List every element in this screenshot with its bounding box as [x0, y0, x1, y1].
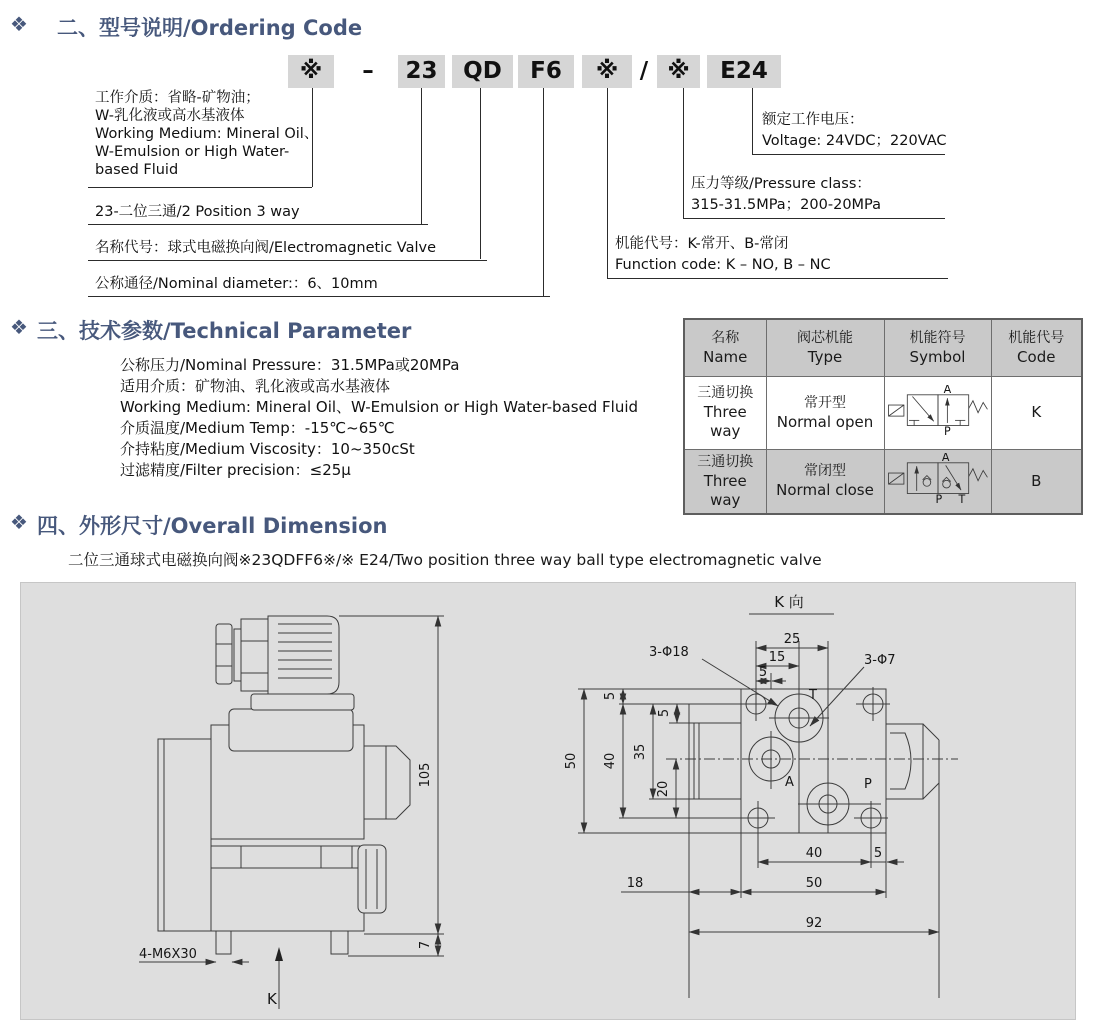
- cell-type: [766, 376, 884, 449]
- param-line: 介质温度/Medium Temp：-15℃~65℃: [120, 419, 395, 437]
- param-line: 适用介质：矿物油、乳化液或高水基液体: [120, 377, 391, 395]
- symbol-normal-open: [888, 385, 987, 437]
- header-label: 机能代号: [1008, 329, 1065, 346]
- table-row-normal-open: [684, 376, 1082, 449]
- cell-text: 三通切换: [697, 453, 754, 470]
- annotation-line: 压力等级/Pressure class：: [691, 176, 871, 192]
- symbol-normal-close: [888, 453, 987, 505]
- dim-40-bottom-label: 40: [805, 846, 823, 861]
- header-label: Code: [1017, 347, 1056, 366]
- header-type: [766, 319, 884, 376]
- cell-type: [766, 449, 884, 514]
- annotation-voltage: [752, 110, 945, 155]
- section2-title: 二、型号说明/Ordering Code: [57, 16, 363, 40]
- port-a-label: A: [785, 775, 794, 790]
- annotation-line: Function code: K – NO, B – NC: [615, 257, 831, 273]
- dim-5-bottom-label: 5: [873, 846, 883, 861]
- cell-text: 常闭型: [804, 463, 846, 480]
- param-line: 过滤精度/Filter precision：≤25μ: [120, 461, 351, 479]
- side-plug: [886, 724, 939, 998]
- port-a-label: A: [941, 453, 949, 465]
- header-label: 名称: [711, 329, 740, 346]
- param-line: 公称压力/Nominal Pressure：31.5MPa或20MPa: [120, 356, 460, 374]
- bolt-spec-label: 4-M6X30: [139, 947, 197, 962]
- k-view-label: K 向: [774, 593, 804, 611]
- annotation-line: based Fluid: [95, 162, 179, 178]
- code-box-23: 23: [398, 55, 445, 88]
- annotation-line: 机能代号：K-常开、B-常闭: [615, 236, 789, 252]
- annotation-diameter: 公称通径/Nominal diameter:：6、10mm: [88, 272, 550, 297]
- cell-text: 三通切换: [697, 385, 754, 401]
- underline: [88, 187, 312, 188]
- dim-105-label: 105: [418, 762, 433, 788]
- leader-line: [543, 88, 544, 296]
- dim-5-left-label: 5: [603, 691, 618, 701]
- port-t-label: T: [809, 688, 817, 703]
- table-header-row: [684, 319, 1082, 376]
- dim-50-left-label: 50: [564, 752, 579, 770]
- diamond-icon: ❖: [10, 12, 28, 36]
- cell-text: Normal open: [776, 412, 874, 431]
- code-box-e24: E24: [707, 55, 781, 88]
- dim-7-label: 7: [418, 940, 433, 950]
- header-label: 机能符号: [909, 329, 966, 346]
- code-dash: –: [362, 58, 374, 84]
- dim-50-bottom-label: 50: [805, 876, 823, 891]
- cell-text: 常开型: [804, 394, 846, 411]
- dimension-drawing-panel: [20, 582, 1076, 1020]
- code-box-f6: F6: [518, 55, 574, 88]
- cell-text: way: [710, 490, 741, 509]
- code-box-function: ※: [582, 55, 632, 88]
- param-line: Working Medium: Mineral Oil、W-Emulsion or High Water-based Fluid: [120, 398, 639, 416]
- annotation-line: Voltage: 24VDC；220VAC: [762, 133, 947, 149]
- port-p-label: P: [864, 777, 872, 792]
- header-label: Symbol: [909, 347, 966, 366]
- dim-5-inner-label: 5: [657, 708, 672, 718]
- holes-large-label: 3-Φ18: [649, 645, 689, 660]
- dim-92-label: 92: [805, 916, 823, 931]
- table-row-normal-close: [684, 449, 1082, 514]
- port-a-label: A: [943, 384, 951, 396]
- cell-text: Three: [703, 471, 747, 490]
- param-line: 介持粘度/Medium Viscosity：10~350cSt: [120, 440, 415, 458]
- function-table: [683, 318, 1083, 515]
- section3-heading: [10, 315, 28, 339]
- cell-text: Three: [703, 403, 747, 421]
- section4-heading: [10, 510, 28, 534]
- header-name: [684, 319, 766, 376]
- code-box-medium: ※: [288, 55, 334, 88]
- view-arrow-icon: [275, 947, 283, 961]
- header-code: [991, 319, 1082, 376]
- section3-title: 三、技术参数/Technical Parameter: [37, 319, 412, 343]
- annotation-line: 315-31.5MPa；200-20MPa: [691, 197, 882, 213]
- port-p-label: P: [943, 424, 951, 437]
- section2-heading: [10, 12, 28, 36]
- diamond-icon: ❖: [10, 315, 28, 339]
- annotation-position: 23-二位三通/2 Position 3 way: [88, 200, 428, 225]
- header-label: 阀芯机能: [797, 329, 853, 346]
- dim-5-top-label: 5: [758, 665, 768, 680]
- port-a-hole: [749, 731, 794, 790]
- annotation-working-medium: [95, 89, 318, 179]
- header-label: Type: [807, 347, 843, 366]
- annotation-pressure-class: [683, 174, 945, 219]
- annotation-line: 工作介质：省略-矿物油；: [95, 90, 260, 106]
- technical-parameters: [120, 355, 638, 481]
- dim-18-label: 18: [626, 876, 644, 891]
- leader-line: [480, 88, 481, 259]
- annotation-line: W-乳化液或高水基液体: [95, 108, 245, 124]
- cell-text: way: [710, 422, 741, 440]
- annotation-function-code: [607, 234, 948, 279]
- view-arrow-label: K: [267, 990, 277, 1008]
- holes-small-label: 3-Φ7: [864, 653, 896, 668]
- k-view-drawing: [564, 593, 958, 998]
- code-slash: /: [639, 58, 649, 84]
- code-box-pressure: ※: [657, 55, 700, 88]
- cell-name: [684, 376, 766, 449]
- cell-text: Normal close: [776, 481, 874, 500]
- dim-15-label: 15: [768, 650, 786, 665]
- cell-name: [684, 449, 766, 514]
- annotation-line: Working Medium: Mineral Oil、: [95, 126, 319, 142]
- dimension-subtitle: 二位三通球式电磁换向阀※23QDFF6※/※ E24/Two position three way ball type electromagnetic valve: [68, 551, 822, 569]
- valve-symbol-normal-close-icon: [884, 449, 991, 514]
- header-label: Name: [703, 347, 748, 366]
- annotation-line: W-Emulsion or High Water-: [95, 144, 290, 160]
- section4-title: 四、外形尺寸/Overall Dimension: [37, 514, 388, 538]
- outline-drawings: [21, 583, 1075, 1019]
- port-p-label: P: [935, 493, 942, 506]
- code-box-qd: QD: [452, 55, 513, 88]
- side-view-drawing: [139, 616, 444, 1009]
- dim-25-label: 25: [783, 632, 801, 647]
- diamond-icon: ❖: [10, 510, 28, 534]
- valve-symbol-normal-open-icon: [884, 376, 991, 449]
- dim-35-label: 35: [633, 743, 648, 761]
- cell-code-k: K: [991, 376, 1082, 449]
- port-t-label: T: [957, 493, 965, 506]
- cell-code-b: B: [991, 449, 1082, 514]
- dim-20-label: 20: [656, 780, 671, 798]
- annotation-name-code: 名称代号：球式电磁换向阀/Electromagnetic Valve: [88, 236, 487, 261]
- dim-40-left-label: 40: [603, 752, 618, 770]
- header-symbol: [884, 319, 991, 376]
- annotation-line: 额定工作电压：: [762, 112, 864, 128]
